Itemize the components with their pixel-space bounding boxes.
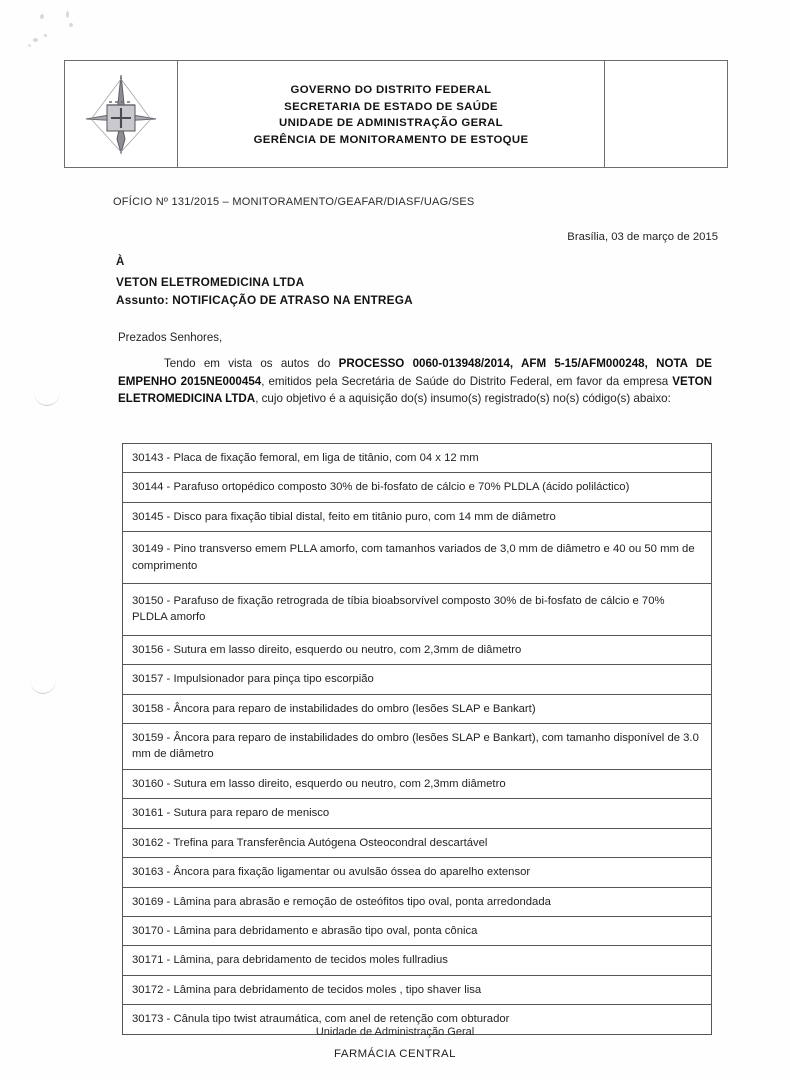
table-row: 30149 - Pino transverso emem PLLA amorfo, com tamanhos variados de 3,0 mm de diâmetro e 40 ou 50 mm de comprimento [123, 532, 711, 584]
scan-speck [69, 23, 73, 27]
table-row: 30156 - Sutura em lasso direito, esquerdo ou neutro, com 2,3mm de diâmetro [123, 636, 711, 665]
table-row: 30143 - Placa de fixação femoral, em liga de titânio, com 04 x 12 mm [123, 444, 711, 473]
footer-unit: Unidade de Administração Geral [315, 1026, 475, 1038]
letterhead-emblem-cell [65, 61, 178, 167]
table-row: 30158 - Âncora para reparo de instabilidades do ombro (lesões SLAP e Bankart) [123, 695, 711, 724]
margin-binding-mark [30, 680, 56, 694]
letterhead-line-2: SECRETARIA DE ESTADO DE SAÚDE [284, 100, 498, 113]
letter-date: Brasília, 03 de março de 2015 [567, 231, 718, 243]
table-row: 30170 - Lâmina para debridamento e abrasão tipo oval, ponta cônica [123, 917, 711, 946]
table-row: 30169 - Lâmina para abrasão e remoção de osteófitos tipo oval, ponta arredondada [123, 888, 711, 917]
table-row: 30150 - Parafuso de fixação retrograda de tíbia bioabsorvível composto 30% de bi-fosfato de cálcio e 70% PLDLA amorfo [123, 584, 711, 636]
subject-line [116, 293, 413, 307]
addressee-name: VETON ELETROMEDICINA LTDA [116, 275, 305, 289]
scan-speck [33, 38, 38, 42]
letterhead-line-3: UNIDADE DE ADMINISTRAÇÃO GERAL [279, 117, 503, 129]
scan-speck [39, 14, 44, 20]
table-row: 30163 - Âncora para fixação ligamentar ou avulsão óssea do aparelho extensor [123, 858, 711, 887]
scan-speck [44, 34, 47, 37]
letterhead-blank-cell [605, 61, 727, 167]
letterhead-line-1: GOVERNO DO DISTRITO FEDERAL [290, 84, 492, 96]
letterhead-table [64, 60, 728, 168]
oficio-reference: OFÍCIO Nº 131/2015 – MONITORAMENTO/GEAFAR/DIASF/UAG/SES [113, 196, 475, 208]
body-segment-2: , emitidos pela Secretária de Saúde do Distrito Federal, em favor da empresa [261, 374, 673, 388]
items-table [122, 443, 712, 1035]
subject-label: Assunto: [116, 293, 169, 307]
margin-binding-mark [34, 392, 60, 406]
table-row: 30160 - Sutura em lasso direito, esquerdo ou neutro, com 2,3mm diâmetro [123, 770, 711, 799]
table-row: 30157 - Impulsionador para pinça tipo escorpião [123, 665, 711, 694]
letterhead-line-4: GERÊNCIA DE MONITORAMENTO DE ESTOQUE [253, 133, 529, 146]
letterhead-text-cell [178, 61, 605, 167]
brasilia-coat-of-arms-icon [78, 69, 164, 159]
table-row: 30171 - Lâmina, para debridamento de tecidos moles fullradius [123, 946, 711, 975]
addressee-prefix: À [116, 256, 125, 268]
scan-speck [28, 44, 31, 47]
body-bold-company: VETON ELETROMEDICINA LTDA [118, 374, 712, 406]
body-segment-1: Tendo em vista os autos do [164, 357, 339, 370]
table-row: 30162 - Trefina para Transferência Autógena Osteocondral descartável [123, 829, 711, 858]
document-footer [0, 1026, 790, 1060]
footer-pharmacy: FARMÁCIA CENTRAL [334, 1048, 456, 1060]
body-bold-process: PROCESSO 0060-013948/2014, AFM 5-15/AFM000248, NOTA DE EMPENHO 2015NE000454 [118, 357, 712, 388]
scan-speck [66, 11, 69, 18]
table-row: 30161 - Sutura para reparo de menisco [123, 799, 711, 828]
body-segment-3: , cujo objetivo é a aquisição do(s) insumo(s) registrado(s) no(s) código(s) abaixo: [255, 392, 671, 406]
table-row: 30144 - Parafuso ortopédico composto 30% de bi-fosfato de cálcio e 70% PLDLA (ácido poliláctico) [123, 473, 711, 502]
greeting-line: Prezados Senhores, [118, 332, 223, 344]
table-row: 30172 - Lâmina para debridamento de tecidos moles , tipo shaver lisa [123, 976, 711, 1005]
table-row: 30145 - Disco para fixação tibial distal, feito em titânio puro, com 14 mm de diâmetro [123, 503, 711, 532]
subject-value: NOTIFICAÇÃO DE ATRASO NA ENTREGA [172, 293, 413, 307]
table-row: 30159 - Âncora para reparo de instabilidades do ombro (lesões SLAP e Bankart), com tamanho disponível de 3.0 mm de diâmetro [123, 724, 711, 770]
table-row: 30173 - Cânula tipo twist atraumática, com anel de retenção com obturador [123, 1005, 711, 1034]
body-paragraph [118, 355, 712, 408]
